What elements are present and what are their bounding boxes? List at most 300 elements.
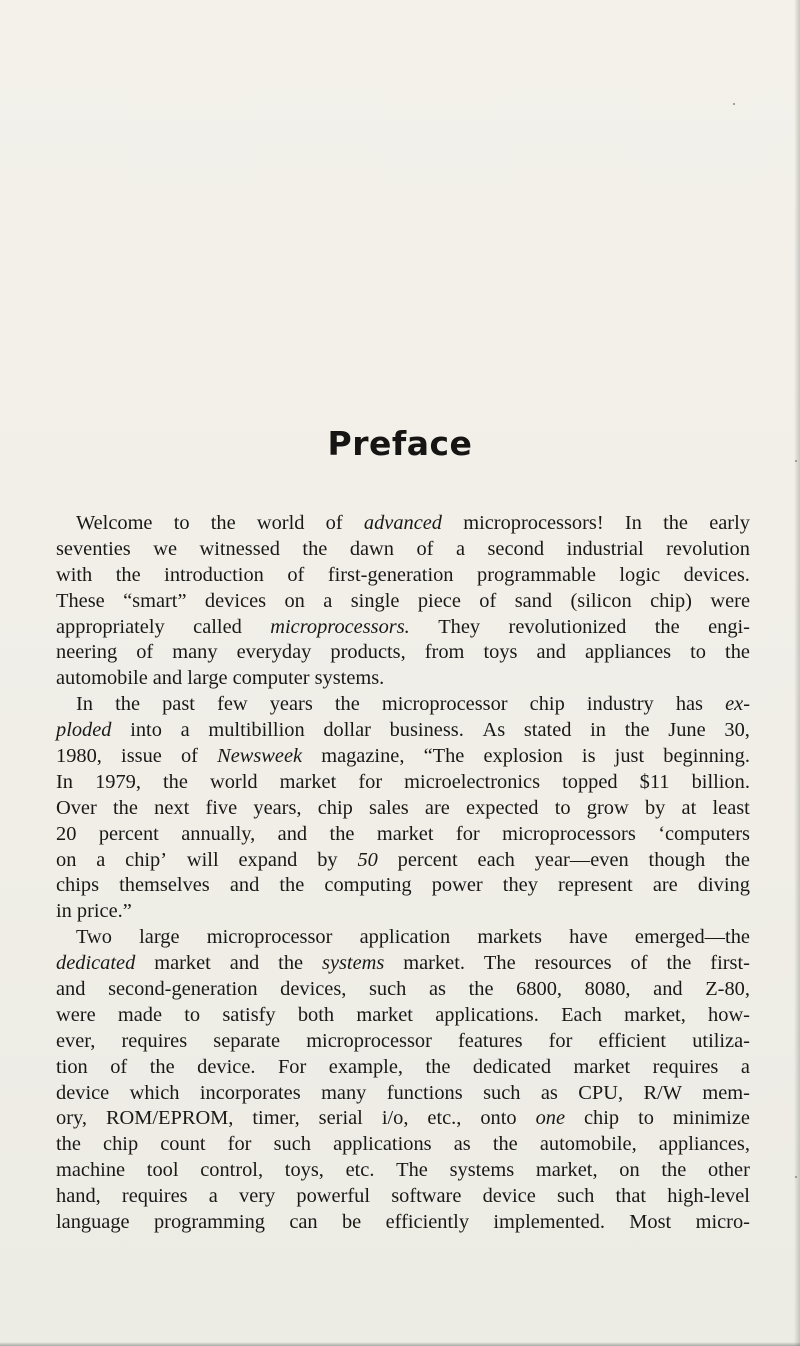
text-line [56,1081,750,1107]
word: diving [697,874,750,897]
word: by [644,796,666,819]
word: are [652,874,678,897]
word: witnessed [199,537,280,560]
word: both [297,1003,335,1026]
word: requires [652,1055,719,1078]
word: microprocessors. [270,615,410,638]
word: how- [708,1003,750,1026]
word: market, [535,1159,598,1182]
word: (silicon [570,589,632,612]
word: device [56,1081,110,1104]
word: the [666,952,692,975]
word: requires [121,1029,188,1052]
word: the [278,952,304,975]
word: “smart” [123,589,187,612]
word: other [707,1159,750,1182]
word: features [458,1029,523,1052]
text-line [56,1055,750,1081]
word: market [573,1055,631,1078]
word: themselves [119,874,210,897]
word: they [502,874,538,897]
word: of [325,512,343,534]
text-line [56,718,750,744]
word: will [186,848,219,871]
word: though [648,848,706,871]
text-line [56,1184,750,1210]
word: Over [56,796,97,819]
word: of [479,589,497,612]
word: microprocessors [502,822,636,845]
word: expand [238,848,298,871]
word: many [321,1081,367,1104]
word: are [424,796,450,819]
word: by [317,848,338,871]
word: chip [529,693,565,716]
word: a [740,1055,750,1078]
word: first- [710,952,750,975]
word: for [358,770,383,793]
word: large [187,667,228,690]
word: systems [322,952,385,975]
word: the [115,563,141,586]
text-line [56,563,750,589]
word: ROM/EPROM, [105,1107,234,1130]
word: which [129,1081,180,1104]
word: of [287,563,305,586]
word: such [369,978,407,1001]
text-line [56,589,750,615]
word: dollar [323,719,371,742]
word: on [284,589,305,612]
word: ex- [725,693,750,716]
word: market [376,822,434,845]
text-line [56,848,750,874]
word: products, [330,641,406,664]
word: just [614,745,645,768]
word: 1979, [95,770,141,793]
word: 30, [724,719,750,742]
word: onto [480,1107,517,1130]
text-line [56,822,750,848]
word: market, [624,1003,686,1026]
word: percent [397,848,458,871]
word: These [56,589,105,612]
word: 20 [56,822,77,845]
word: such [273,1133,311,1156]
text-line [56,1158,750,1184]
word: dawn [349,537,394,560]
word: systems [449,1159,515,1182]
text-line [56,1029,750,1055]
word: billion. [691,770,750,793]
word: control, [200,1159,264,1182]
word: sales [369,796,409,819]
word: were [710,589,750,612]
word: with [56,563,93,586]
word: in [590,719,606,742]
word: As [482,719,506,742]
word: the [149,1055,175,1078]
word: tion [56,1055,88,1078]
word: separate [213,1029,281,1052]
word: revolution [666,537,750,560]
word: chip [317,796,353,819]
word: incorporates [199,1081,301,1104]
word: etc., [427,1107,462,1130]
word: minimize [672,1107,750,1130]
word: The [396,1159,428,1182]
word: to [184,1003,201,1026]
word: large [139,926,180,949]
word: the [468,978,494,1001]
word: on [619,1159,640,1182]
word: one [535,1107,566,1130]
word: computing [324,874,412,897]
word: for [455,822,480,845]
word: In [56,770,73,793]
word: functions [386,1081,463,1104]
word: the [279,874,305,897]
text-line [56,692,750,718]
text-line [56,899,750,925]
word: 6800, [516,978,563,1001]
word: price.” [76,900,132,923]
word: for [227,1133,252,1156]
word: advanced [363,512,443,534]
word: to [638,1107,654,1130]
word: is [581,745,596,768]
word: made [117,1003,163,1026]
word: annually, [181,822,256,845]
word: In [76,693,93,716]
word: toys [483,641,518,664]
word: chip [103,1133,139,1156]
text-line [56,511,750,537]
word: applications [333,1133,432,1156]
word: 1980, [56,745,102,768]
text-line [56,666,750,692]
word: represent [557,874,633,897]
word: appliances [585,641,672,664]
word: of [630,952,648,975]
word: and [653,978,683,1001]
word: of [110,1055,128,1078]
word: high-level [667,1185,750,1208]
word: R/W [643,1081,682,1104]
word: the [163,770,188,793]
word: powerful [296,1185,371,1208]
word: explosion [483,745,563,768]
word: resources [534,952,612,975]
word: topped [562,770,618,793]
word: years, [253,796,302,819]
text-line [56,640,750,666]
word: to [554,796,571,819]
word: world [256,512,305,534]
page-bottom-edge [0,1342,800,1346]
word: the [624,719,650,742]
word: efficiently [385,1211,470,1234]
word: chip [584,1107,620,1130]
word: the [210,512,236,534]
word: market [154,952,211,975]
text-line [56,925,750,951]
word: satisfy [222,1003,276,1026]
word: 8080, [584,978,631,1001]
word: ory, [56,1107,87,1130]
word: June [668,719,706,742]
word: be [341,1211,362,1234]
word: count [160,1133,206,1156]
word: appliances, [658,1133,750,1156]
word: They [438,615,481,638]
word: device [482,1185,536,1208]
word: microprocessors! [463,512,604,534]
word: CPU, [578,1081,624,1104]
word: such [556,1185,595,1208]
word: magazine, [321,745,405,768]
word: hand, [56,1185,101,1208]
text-line [56,744,750,770]
word: computer [232,667,310,690]
word: $11 [639,770,670,793]
word: as [453,1133,471,1156]
word: device. [197,1055,256,1078]
word: efficient [598,1029,667,1052]
word: power [431,874,483,897]
word: “The [423,745,465,768]
word: of [136,641,154,664]
word: and [229,874,260,897]
word: into [130,719,162,742]
word: have [569,926,608,949]
word: second [487,537,545,560]
word: sand [514,589,553,612]
word: market [356,1003,413,1026]
word: stated [523,719,572,742]
word: to [173,512,190,534]
text-line [56,770,750,796]
word: to [690,641,706,664]
word: In [624,512,642,534]
word: for [548,1029,573,1052]
word: a [323,589,333,612]
word: single [350,589,400,612]
word: programming [153,1211,265,1234]
word: the [115,693,141,716]
word: the [661,1159,687,1182]
word: microprocessor [306,1029,432,1052]
word: programmable [477,563,596,586]
text-line [56,1106,750,1132]
word: toys, [284,1159,324,1182]
word: etc. [345,1159,375,1182]
word: past [162,693,195,716]
word: second-generation [108,978,258,1001]
word: ‘computers [658,822,750,845]
word: ploded [56,719,112,742]
word: automobile [56,667,148,690]
word: everyday [236,641,312,664]
word: the [492,1133,518,1156]
word: devices. [683,563,750,586]
word: Most [629,1211,672,1234]
word: from [424,641,465,664]
word: automobile, [539,1133,637,1156]
word: years [269,693,313,716]
word: chip’ [125,848,168,871]
word: seventies [56,537,131,560]
word: engi- [708,615,750,638]
word: least [712,796,750,819]
word: can [289,1211,318,1234]
word: devices [204,589,267,612]
text-line [56,537,750,563]
text-line [56,1210,750,1236]
word: a [455,537,466,560]
page-edge-shadow [794,0,800,1346]
word: emerged—the [634,926,750,949]
word: The [483,952,516,975]
word: systems. [314,667,385,690]
word: and [56,978,86,1001]
word: very [239,1185,276,1208]
word: business. [389,719,464,742]
word: applications. [435,1003,539,1026]
word: we [153,537,178,560]
text-line [56,873,750,899]
word: as [540,1081,558,1104]
text-line [56,951,750,977]
word: industry [586,693,654,716]
word: multibillion [208,719,305,742]
word: a [180,719,190,742]
word: Each [561,1003,602,1026]
word: first-generation [327,563,454,586]
word: timer, [252,1107,300,1130]
word: of [180,745,198,768]
word: introduction [164,563,264,586]
word: were [56,1003,96,1026]
word: logic [619,563,661,586]
word: implemented. [493,1211,605,1234]
word: Newsweek [217,745,303,768]
word: at [681,796,697,819]
word: Two [76,926,112,949]
word: market [279,770,337,793]
text-line [56,1132,750,1158]
word: such [483,1081,521,1104]
word: year—even [534,848,629,871]
word: piece [417,589,461,612]
word: next [154,796,190,819]
word: ever, [56,1029,96,1052]
word: the [112,796,138,819]
word: i/o, [381,1107,409,1130]
word: the [654,615,680,638]
word: software [391,1185,462,1208]
word: dedicated [472,1055,552,1078]
word: on [56,848,77,871]
word: devices, [280,978,347,1001]
word: revolutionized [508,615,627,638]
word: mem- [702,1081,750,1104]
word: the [663,512,688,534]
word: early [709,512,750,534]
word: language [56,1211,130,1234]
word: the [425,1055,451,1078]
word: the [725,848,750,871]
word: application [359,926,451,949]
paper-speck [733,103,735,105]
word: For [277,1055,307,1078]
word: market. [403,952,465,975]
word: the [329,822,355,845]
word: and [229,952,260,975]
word: called [193,615,242,638]
word: expected [466,796,539,819]
word: the [334,693,360,716]
page-title: Preface [327,424,473,464]
word: dedicated [56,952,136,975]
word: industrial [566,537,644,560]
text-line [56,977,750,1003]
word: few [217,693,248,716]
word: Z-80, [705,978,750,1001]
word: percent [98,822,159,845]
word: the [302,537,328,560]
word: and [536,641,566,664]
word: each [477,848,515,871]
word: example, [328,1055,403,1078]
word: markets [477,926,542,949]
word: microelectronics [404,770,541,793]
word: micro- [695,1211,750,1234]
word: issue [121,745,162,768]
word: appropriately [56,615,165,638]
word: neering [56,641,118,664]
word: of [416,537,434,560]
word: 50 [357,848,378,871]
word: chip) [650,589,692,612]
word: five [205,796,238,819]
word: and [277,822,308,845]
word: tool [146,1159,179,1182]
word: and [152,667,183,690]
word: the [56,1133,81,1156]
word: has [675,693,703,716]
word: in [56,900,72,923]
word: Welcome [76,512,153,534]
word: as [429,978,446,1001]
word: microprocessor [206,926,333,949]
word: many [172,641,218,664]
word: a [208,1185,218,1208]
preface-body-text [56,511,750,1236]
word: world [210,770,258,793]
word: requires [121,1185,188,1208]
word: serial [318,1107,363,1130]
text-line [56,615,750,641]
word: utiliza- [692,1029,750,1052]
word: grow [586,796,629,819]
word: a [96,848,106,871]
word: the [725,641,750,664]
word: that [615,1185,647,1208]
text-line [56,1003,750,1029]
word: chips [56,874,100,897]
word: machine [56,1159,126,1182]
